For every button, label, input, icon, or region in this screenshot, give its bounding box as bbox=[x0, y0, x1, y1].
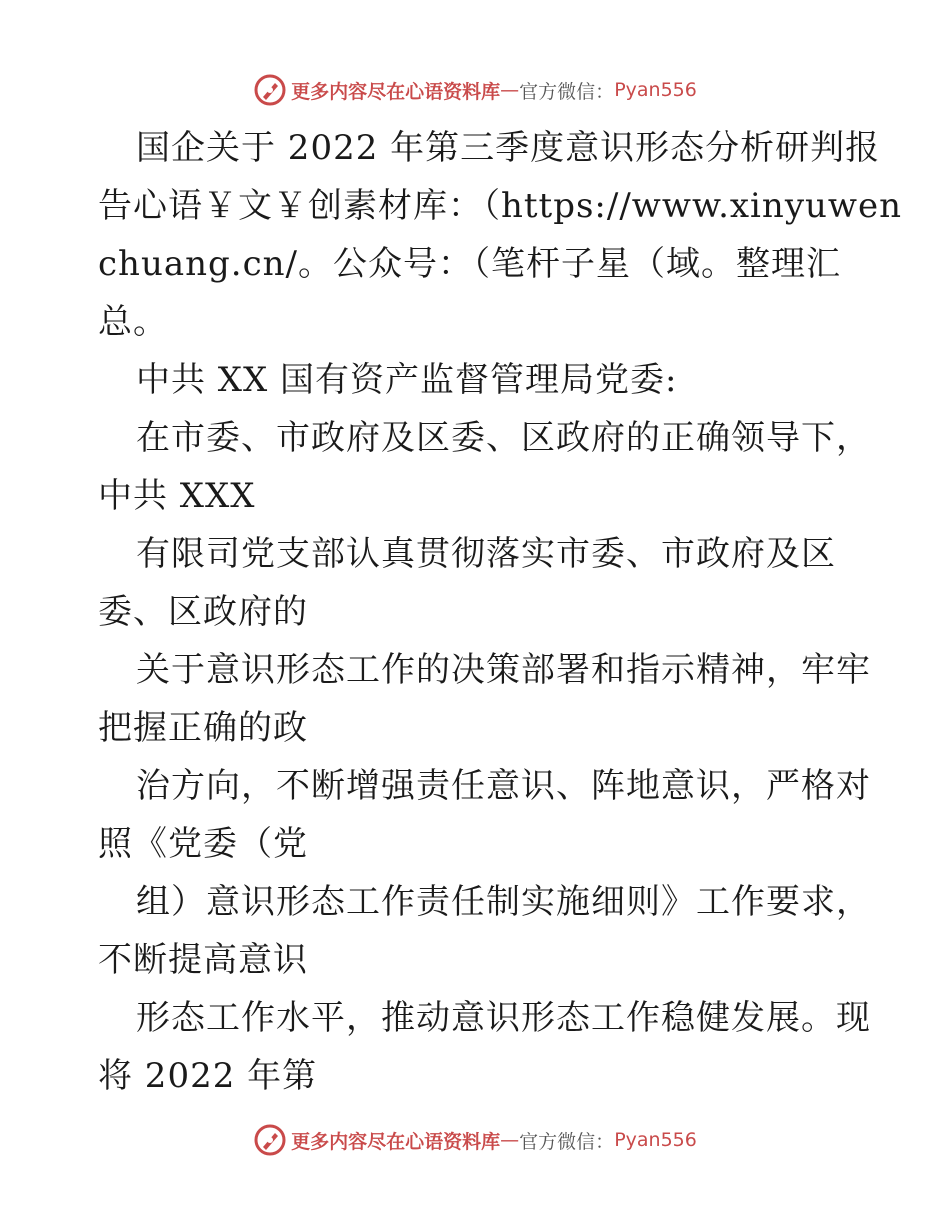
text-line: 把握正确的政 bbox=[98, 708, 308, 748]
pen-logo-icon bbox=[253, 1123, 287, 1157]
banner-dash: — bbox=[500, 1129, 520, 1151]
header-watermark-banner bbox=[0, 70, 950, 110]
footer-watermark-banner bbox=[0, 1120, 950, 1160]
banner-main-text: 更多内容尽在心语资料库 bbox=[291, 80, 501, 103]
text-line: 将 2022 年第 bbox=[98, 1056, 318, 1096]
text-line: 国企关于 2022 年第三季度意识形态分析研判报 bbox=[136, 128, 881, 168]
text-line: 形态工作水平，推动意识形态工作稳健发展。现 bbox=[136, 998, 871, 1038]
text-line: 有限司党支部认真贯彻落实市委、市政府及区 bbox=[136, 534, 836, 574]
pen-logo-icon bbox=[253, 73, 287, 107]
text-line: 不断提高意识 bbox=[98, 940, 308, 980]
banner-sub-text: 官方微信： bbox=[519, 1130, 615, 1153]
text-line: 委、区政府的 bbox=[98, 592, 308, 632]
text-line: 关于意识形态工作的决策部署和指示精神，牢牢 bbox=[136, 650, 871, 690]
banner-wechat-id: Pyan556 bbox=[614, 1129, 697, 1151]
text-line: 中共 XX 国有资产监督管理局党委: bbox=[136, 360, 678, 400]
banner-wechat-id: Pyan556 bbox=[614, 79, 697, 101]
text-line: 照《党委（党 bbox=[98, 824, 308, 864]
text-line: 中共 XXX bbox=[98, 476, 256, 516]
banner-dash: — bbox=[500, 79, 520, 101]
text-line: 组）意识形态工作责任制实施细则》工作要求， bbox=[136, 882, 871, 922]
text-line: 治方向，不断增强责任意识、阵地意识，严格对 bbox=[136, 766, 871, 806]
banner-sub-text: 官方微信： bbox=[519, 80, 615, 103]
text-line: 总。 bbox=[98, 302, 168, 342]
text-line: 在市委、市政府及区委、区政府的正确领导下， bbox=[136, 418, 871, 458]
banner-main-text: 更多内容尽在心语资料库 bbox=[291, 1130, 501, 1153]
text-line: chuang.cn/。公众号：（笔杆子星（域。整理汇 bbox=[98, 244, 841, 284]
text-line: 告心语￥文￥创素材库：（https://www.xinyuwen bbox=[98, 186, 903, 226]
